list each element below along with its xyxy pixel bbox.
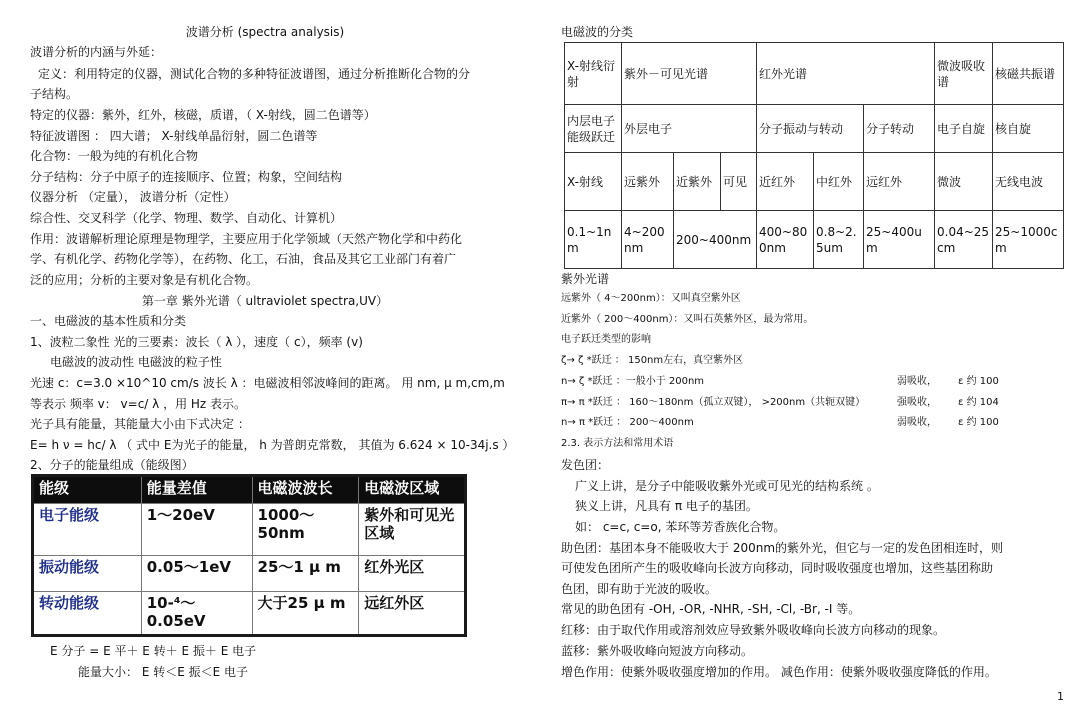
table-cell: 中红外 — [814, 153, 864, 211]
epsilon-value: ε 约 100 — [958, 376, 999, 387]
text-line: E= h ν = hc/ λ （ 式中 E为光子的能量， h 为普朗克常数， 其值为 6.624 × 10-34j.s ） — [30, 438, 515, 452]
page-number: 1 — [1057, 690, 1064, 703]
text-line: 增色作用：使紫外吸收强度增加的作用。 减色作用：使紫外吸收强度降低的作用。 — [561, 665, 997, 679]
text-line: 蓝移：紫外吸收峰向短波方向移动。 — [561, 644, 754, 658]
text-line: 子结构。 — [30, 87, 79, 101]
formula-line: E 分子 = E 平＋ E 转＋ E 振＋ E 电子 — [50, 644, 257, 658]
text-line: 常见的助色团有 -OH, -OR, -NHR, -SH, -Cl, -Br, -I 等。 — [561, 602, 861, 616]
text-line: 近紫外（ 200～400nm）：又叫石英紫外区，最为常用。 — [561, 314, 814, 325]
table-cell: 红外光区 — [359, 556, 466, 592]
table-cell: 远紫外 — [622, 153, 674, 211]
transition-line: π→ π *跃迁 ： 160～180nm（孤立双键）， >200nm（共轭双键） — [561, 397, 866, 408]
transition-line: n→ π *跃迁 ： 200～400nm — [561, 417, 694, 428]
table-cell: 红外光谱 — [757, 43, 935, 105]
table-cell: 紫外－可见光谱 — [622, 43, 757, 105]
table-cell: 0.8~2.5um — [814, 211, 864, 269]
text-line: 可使发色团所产生的吸收峰向长波方向移动，同时吸收强度也增加，这些基团称助 — [561, 561, 994, 575]
formula-line: 能量大小： E 转＜E 振＜E 电子 — [78, 665, 249, 679]
table-row — [33, 592, 466, 636]
table-cell: 10-⁴～0.05eV — [141, 592, 252, 636]
text-line: 特定的仪器：紫外，红外，核磁，质谱，（ X-射线，圆二色谱等） — [30, 108, 376, 122]
table-cell: 200~400nm — [674, 211, 757, 269]
table-header-cell: 电磁波波长 — [252, 476, 359, 504]
text-line: 波谱分析的内涵与外延： — [30, 45, 163, 59]
text-line: 特征波谱图 ： 四大谱； X-射线单晶衍射，圆二色谱等 — [30, 129, 318, 143]
text-line: 等表示 频率 v： v=c/ λ ，用 Hz 表示。 — [30, 397, 247, 411]
table-cell: 25~400um — [864, 211, 935, 269]
table-cell: X-射线 — [565, 153, 622, 211]
text-line: 定义：利用特定的仪器，测试化合物的多种特征波谱图，通过分析推断化合物的分 — [38, 67, 471, 81]
table-cell: 核磁共振谱 — [993, 43, 1064, 105]
transition-line: ζ→ ζ *跃迁 ： 150nm左右，真空紫外区 — [561, 355, 744, 366]
table-row — [565, 105, 1064, 153]
text-line: 仪器分析 （定量）， 波谱分析（定性） — [30, 190, 236, 204]
table-cell: 近紫外 — [674, 153, 721, 211]
text-line: 泛的应用；分析的主要对象是有机化合物。 — [30, 273, 259, 287]
text-line: 红移：由于取代作用或溶剂效应导致紫外吸收峰向长波方向移动的现象。 — [561, 623, 946, 637]
table-cell: 微波吸收谱 — [935, 43, 993, 105]
table-header-cell: 电磁波区域 — [359, 476, 466, 504]
table-cell: 核自旋 — [993, 105, 1064, 153]
table-cell: 远红外区 — [359, 592, 466, 636]
table-cell: 转动能级 — [33, 592, 142, 636]
table-cell: 电子自旋 — [935, 105, 993, 153]
text-line: 发色团： — [561, 458, 610, 472]
table-cell: 分子转动 — [864, 105, 935, 153]
text-line: 电磁波的波动性 电磁波的粒子性 — [50, 355, 222, 369]
section-title: 电磁波的分类 — [561, 25, 634, 39]
table-cell: 电子能级 — [33, 504, 142, 556]
absorption-strength: 弱吸收， — [897, 417, 937, 428]
text-line: 远紫外（ 4～200nm）：又叫真空紫外区 — [561, 293, 741, 304]
table-row — [565, 211, 1064, 269]
energy-level-table — [31, 474, 467, 637]
table-cell: 紫外和可见光区域 — [359, 504, 466, 556]
section-heading: 2.3. 表示方法和常用术语 — [561, 438, 674, 449]
table-cell: 0.05～1eV — [141, 556, 252, 592]
table-cell: 400~800nm — [757, 211, 814, 269]
table-cell: 分子振动与转动 — [757, 105, 864, 153]
text-line: 2、分子的能量组成（能级图） — [30, 458, 194, 472]
table-cell: 可见 — [721, 153, 757, 211]
absorption-strength: 强吸收， — [897, 397, 937, 408]
table-cell: 0.04~25cm — [935, 211, 993, 269]
table-cell: 1～20eV — [141, 504, 252, 556]
table-cell: 1000～50nm — [252, 504, 359, 556]
table-cell: 4~200nm — [622, 211, 674, 269]
document-title: 波谱分析 (spectra analysis) — [185, 25, 345, 39]
text-line: 分子结构：分子中原子的连接顺序、位置；构象，空间结构 — [30, 170, 343, 184]
text-line: 学、有机化学、药物化学等），在药物、化工，石油，食品及其它工业部门有着广 — [30, 252, 457, 266]
epsilon-value: ε 约 100 — [958, 417, 999, 428]
section-title: 紫外光谱 — [561, 272, 610, 286]
table-row — [33, 556, 466, 592]
section-heading: 一、电磁波的基本性质和分类 — [30, 314, 187, 328]
table-header-cell: 能量差值 — [141, 476, 252, 504]
em-spectrum-table — [564, 42, 1064, 269]
table-cell: 25～1 μ m — [252, 556, 359, 592]
text-line: 1、波粒二象性 光的三要素：波长（ λ ），速度（ c），频率 (v) — [30, 335, 363, 349]
text-line: 如： c=c, c=o, 苯环等芳香族化合物。 — [575, 520, 786, 534]
table-cell: 近红外 — [757, 153, 814, 211]
table-cell: 25~1000cm — [993, 211, 1064, 269]
text-line: 色团，即有助于光波的吸收。 — [561, 582, 718, 596]
table-row — [33, 504, 466, 556]
table-row — [565, 153, 1064, 211]
text-line: 助色团：基团本身不能吸收大于 200nm的紫外光，但它与一定的发色团相连时，则 — [561, 541, 1004, 555]
text-line: 光速 c：c=3.0 ×10^10 cm/s 波长 λ ：电磁波相邻波峰间的距离。 用 nm, μ m,cm,m — [30, 376, 505, 390]
table-header-row — [33, 476, 466, 504]
text-line: 狭义上讲，凡具有 π 电子的基团。 — [575, 499, 758, 513]
table-cell: 外层电子 — [622, 105, 757, 153]
absorption-strength: 弱吸收， — [897, 376, 937, 387]
table-header-cell: 能级 — [33, 476, 142, 504]
text-line: 作用：波谱解析理论原理是物理学，主要应用于化学领域（天然产物化学和中药化 — [30, 232, 463, 246]
table-cell: 大于25 μ m — [252, 592, 359, 636]
table-cell: 无线电波 — [993, 153, 1064, 211]
chapter-heading: 第一章 紫外光谱（ ultraviolet spectra,UV） — [141, 294, 389, 308]
transition-line: n→ ζ *跃迁 ：一般小于 200nm — [561, 376, 705, 387]
text-line: 光子具有能量，其能量大小由下式决定 ： — [30, 417, 250, 431]
table-cell: 微波 — [935, 153, 993, 211]
text-line: 化合物：一般为纯的有机化合物 — [30, 149, 199, 163]
table-cell: 远红外 — [864, 153, 935, 211]
text-line: 广义上讲，是分子中能吸收紫外光或可见光的结构系统 。 — [575, 479, 879, 493]
epsilon-value: ε 约 104 — [958, 397, 999, 408]
table-row — [565, 43, 1064, 105]
table-cell: 内层电子能级跃迁 — [565, 105, 622, 153]
table-cell: 振动能级 — [33, 556, 142, 592]
table-cell: X-射线衍射 — [565, 43, 622, 105]
text-line: 电子跃迁类型的影响 — [561, 334, 651, 345]
table-cell: 0.1~1nm — [565, 211, 622, 269]
text-line: 综合性、交叉科学（化学、物理、数学、自动化、计算机） — [30, 211, 343, 225]
